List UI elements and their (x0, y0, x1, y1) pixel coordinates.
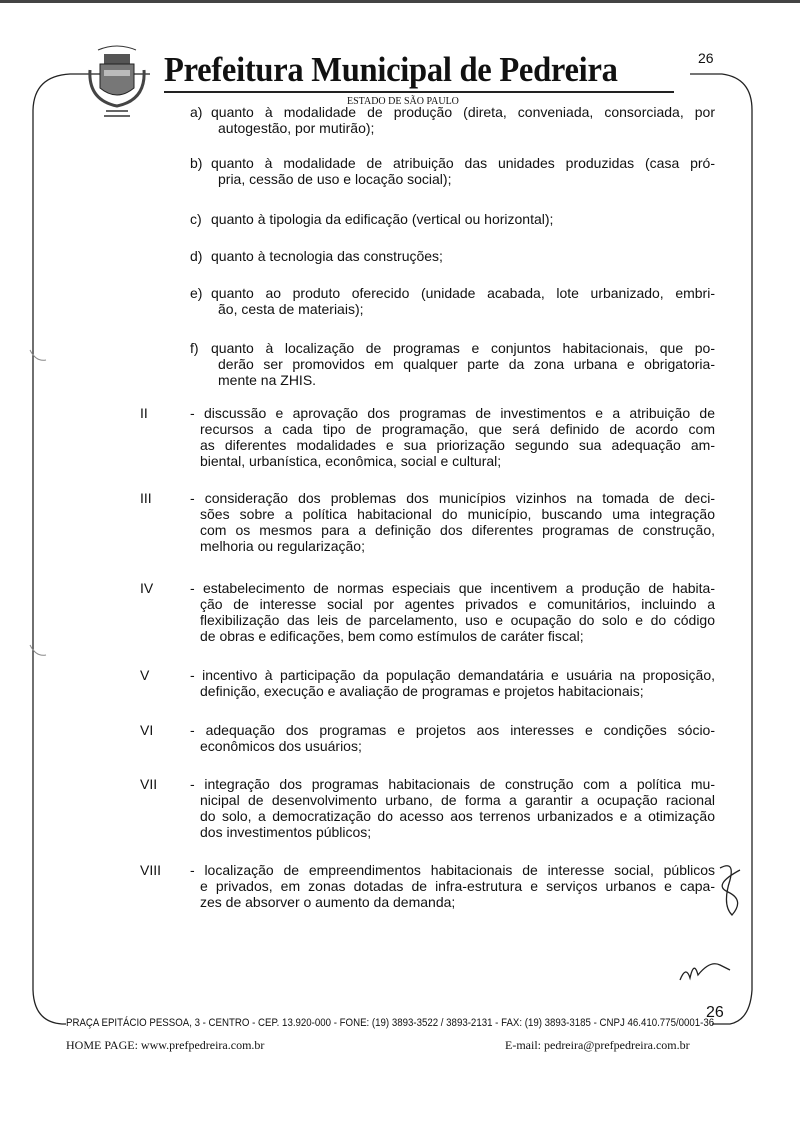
item-text-line: do solo, a democratização do acesso aos terrenos urbanizados e a otimização (200, 808, 715, 824)
item-label: a) (190, 104, 203, 120)
item-text-line: e privados, em zonas dotadas de infra-estrutura e serviços urbanos e capa- (200, 878, 715, 894)
item-label: VI (140, 722, 154, 738)
item-label: II (140, 405, 148, 421)
item-label: IV (140, 580, 154, 596)
item-text-line: - estabelecimento de normas especiais que incentivem a produção de habita- (190, 580, 715, 596)
item-text-line: quanto à tecnologia das construções; (211, 248, 443, 264)
state-subtitle: ESTADO DE SÃO PAULO (347, 96, 459, 107)
item-text-line: ão, cesta de materiais); (218, 301, 364, 317)
item-text-line: flexibilização das leis de parcelamento, uso e ocupação do solo e do código (200, 612, 715, 628)
page-number: 26 (698, 50, 714, 66)
item-text-line: com os mesmos para a definição dos diferentes programas de construção, (200, 522, 715, 538)
item-text-line: recursos a cada tipo de programação, que será definido de acordo com (200, 421, 715, 437)
item-text-line: derão ser promovidos em qualquer parte da zona urbana e obrigatoria- (218, 356, 715, 372)
item-text-line: econômicos dos usuários; (200, 738, 362, 754)
item-text-line: quanto à localização de programas e conjuntos habitacionais, que po- (211, 340, 715, 356)
item-label: VII (140, 776, 158, 792)
item-text-line: - adequação dos programas e projetos aos interesses e condições sócio- (190, 722, 715, 738)
item-text-line: dos investimentos públicos; (200, 824, 372, 840)
page-title: Prefeitura Municipal de Pedreira (164, 50, 618, 89)
footer-stamp-number: 26 (706, 1004, 724, 1021)
item-label: b) (190, 155, 203, 171)
item-text-line: de obras e edificações, bem como estímulos de caráter fiscal; (200, 628, 584, 644)
footer-email: E-mail: pedreira@prefpedreira.com.br (505, 1038, 690, 1052)
item-text-line: quanto à modalidade de atribuição das unidades produzidas (casa pró- (211, 155, 715, 171)
item-label: c) (190, 211, 202, 227)
municipal-crest-icon (86, 40, 148, 120)
item-label: VIII (140, 862, 162, 878)
item-text-line: quanto à modalidade de produção (direta, conveniada, consorciada, por (211, 104, 715, 120)
item-text-line: - consideração dos problemas dos municípios vizinhos na tomada de deci- (190, 490, 715, 506)
item-text-line: - localização de empreendimentos habitacionais de interesse social, públicos (190, 862, 715, 878)
item-text-line: quanto à tipologia da edificação (vertical ou horizontal); (211, 211, 554, 227)
item-label: e) (190, 285, 203, 301)
item-label: d) (190, 248, 203, 264)
item-text-line: - incentivo à participação da população demandatária e usuária na proposição, (190, 667, 715, 683)
footer-address: PRAÇA EPITÁCIO PESSOA, 3 - CENTRO - CEP. 13.920-000 - FONE: (19) 3893-3522 / 3893-2131 - FAX: (19) 3893-3185 - CNPJ 46.410.775/0001-36 (66, 1017, 715, 1029)
item-text-line: - discussão e aprovação dos programas de investimentos e a atribuição de (190, 405, 715, 421)
item-text-line: as diferentes modalidades e sua priorização segundo sua adequação am- (200, 437, 715, 453)
item-label: V (140, 667, 150, 683)
item-text-line: ção de interesse social por agentes privados e comunitários, incluindo a (200, 596, 715, 612)
item-text-line: pria, cessão de uso e locação social); (218, 171, 452, 187)
item-text-line: definição, execução e avaliação de programas e projetos habitacionais; (200, 683, 644, 699)
item-text-line: - integração dos programas habitacionais de construção com a política mu- (190, 776, 715, 792)
title-underline (164, 91, 674, 93)
item-text-line: biental, urbanística, econômica, social e cultural; (200, 453, 502, 469)
item-text-line: zes de absorver o aumento da demanda; (200, 894, 456, 910)
footer-homepage: HOME PAGE: www.prefpedreira.com.br (66, 1038, 265, 1052)
item-label: III (140, 490, 152, 506)
item-text-line: melhoria ou regularização; (200, 538, 365, 554)
item-text-line: quanto ao produto oferecido (unidade acabada, lote urbanizado, embri- (211, 285, 715, 301)
item-label: f) (190, 340, 199, 356)
item-text-line: sões sobre a política habitacional do município, buscando uma integração (200, 506, 715, 522)
item-text-line: nicipal de desenvolvimento urbano, de forma a garantir a ocupação racional (200, 792, 715, 808)
item-text-line: autogestão, por mutirão); (218, 120, 375, 136)
item-text-line: mente na ZHIS. (218, 372, 317, 388)
